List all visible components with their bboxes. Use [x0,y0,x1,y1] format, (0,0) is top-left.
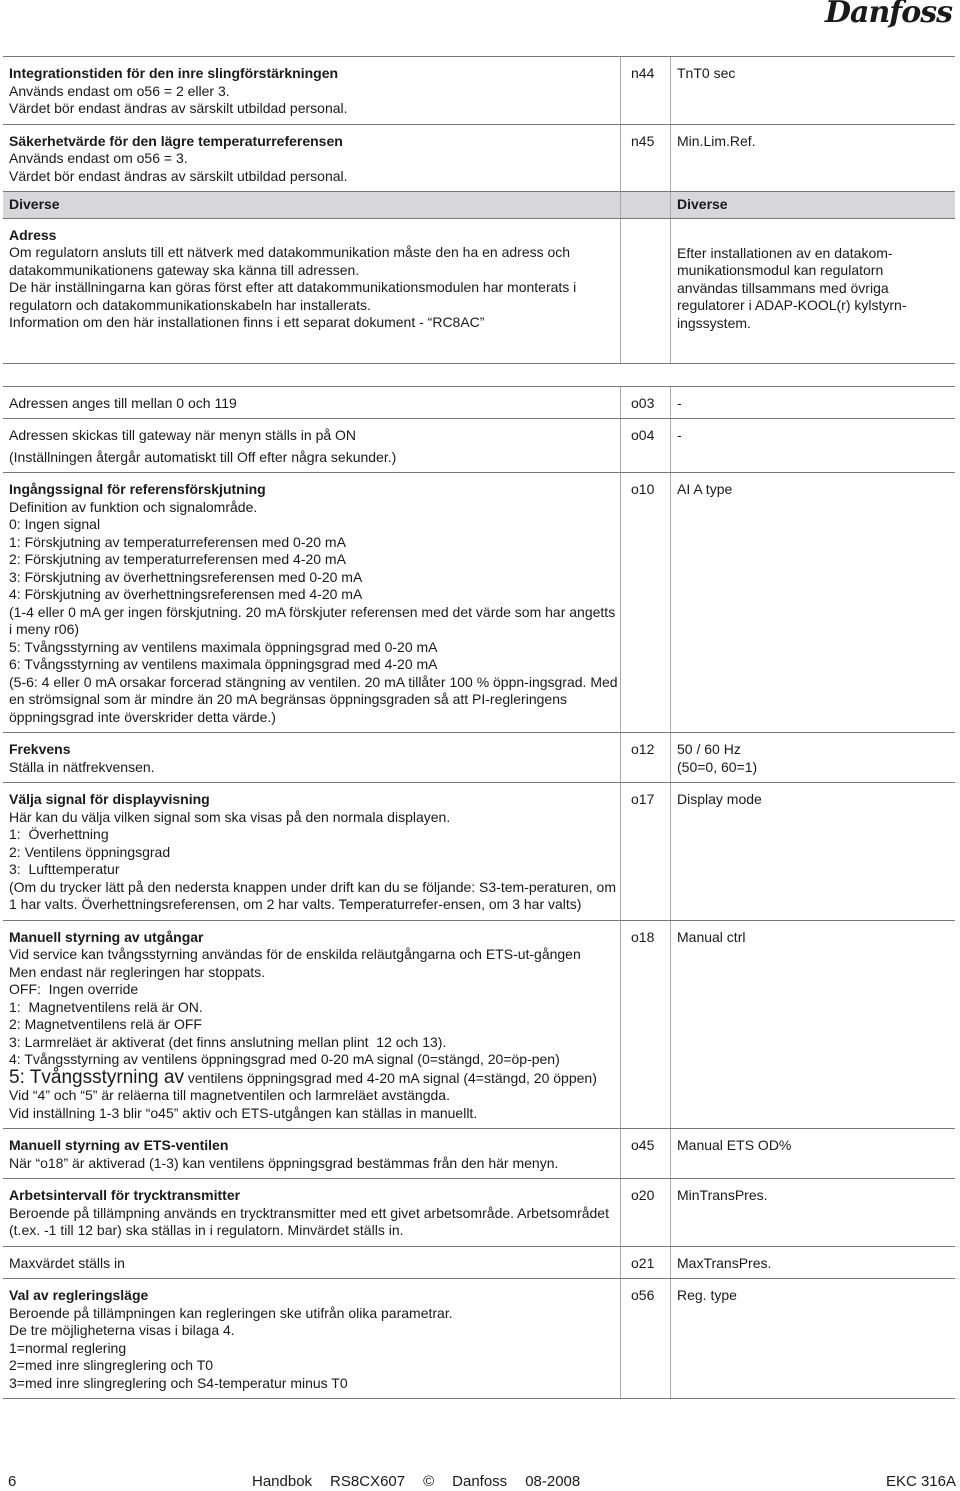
param-value: Min.Lim.Ref. [670,125,955,192]
param-code: o04 [620,419,670,472]
param-description: Beroende på tillämpningen kan regleringen ske utifrån olika parametrar. De tre möjligheterna visas i bilaga 4. 1=normal reglering 2=med inre slingreglering och T0 3=med inre slingreglering och S4-temperatur minus T0 [9,1304,453,1391]
copyright-symbol: © [423,1473,435,1490]
param-value: Manual ETS OD% [670,1129,955,1178]
param-title: Val av regleringsläge [9,1287,149,1303]
param-row-o12 [3,733,955,783]
param-row-n45 [3,125,955,193]
param-row-o21 [3,1247,955,1280]
param-description-cont: ventilens öppningsgrad med 4-20 mA signal (4=stängd, 20 öppen) Vid “4” och “5” är reläerna till magnetventilen och larmreläet avstängda. Vid inställning 1-3 blir “o45” aktiv och ETS-utgången kan ställas in manuellt. [9,1069,597,1121]
footer-info [252,1473,580,1491]
param-code: o17 [620,783,670,920]
param-value: MaxTransPres. [670,1247,955,1279]
param-description: Adressen anges till mellan 0 och 119 [9,394,237,411]
param-title: Säkerhetvärde för den lägre temperaturreferensen [9,132,343,149]
param-code: n44 [620,57,670,124]
param-title: Integrationstiden för den inre slingförstärkningen [9,65,339,81]
param-value: Manual ctrl [670,921,955,1129]
section-title-left: Diverse [9,196,60,212]
spacer [3,364,955,386]
param-title: Frekvens [9,741,71,757]
footer-product: EKC 316A [885,1473,956,1490]
param-code: o12 [620,733,670,782]
param-code: o56 [620,1279,670,1398]
section-header-diverse [3,192,955,219]
footer-date: 08-2008 [525,1473,581,1490]
param-emphasis: 5: Tvångsstyrning av [9,1066,184,1088]
param-title: Manuell styrning av ETS-ventilen [9,1137,229,1153]
param-note: (Inställningen återgår automatiskt till Off efter några sekunder.) [9,448,397,465]
param-value: Reg. type [670,1279,955,1398]
page-number: 6 [8,1473,17,1490]
param-code: o21 [620,1247,670,1279]
param-title: Arbetsintervall för trycktransmitter [9,1187,241,1203]
param-description: Här kan du välja vilken signal som ska visas på den normala displayen. 1: Överhettning 2: Ventilens öppningsgrad 3: Lufttemperatur (Om du trycker lätt på den nedersta knappen under drift kan du se följande: S3-tem-peraturen, om 1 har valts. Överhettningsreferensen, om 2 har valts. Temperaturrefer-ensen, om 3 har valts) [9,808,616,912]
param-title: Välja signal för displayvisning [9,791,210,807]
param-title: Ingångssignal för referensförskjutning [9,481,266,497]
address-title: Adress [9,226,57,243]
parameter-table [3,56,955,1399]
param-row-o04 [3,419,955,473]
param-description: Definition av funktion och signalområde. 0: Ingen signal 1: Förskjutning av temperaturreferensen med 0-20 mA 2: Förskjutning av temperaturreferensen med 4-20 mA 3: Förskjutning av överhettningsreferensen med 0-20 mA 4: Förskjutning av överhettningsreferensen med 4-20 mA (1-4 eller 0 mA ger ingen förskjutning. 20 mA förskjuter referensen med det värde som har angetts i meny r06) 5: Tvångsstyrning av ventilens maximala öppningsgrad med 0-20 mA 6: Tvångsstyrning av ventilens maximala öppningsgrad med 4-20 mA (5-6: 4 eller 0 mA orsakar forcerad stängning av ventilen. 20 mA tillåter 100 % öppn-ingsgrad. Med en strömsignal som är mindre än 20 mA begränsas öppningsgraden så att PI-regleringens öppningsgrad inte överskrider detta värde.) [9,498,618,725]
param-row-o18 [3,921,955,1130]
param-row-o20 [3,1179,955,1247]
param-description: Används endast om o56 = 2 eller 3. Värdet bör endast ändras av särskilt utbildad personal. [9,82,348,116]
param-value: AI A type [670,473,955,732]
param-description: Adressen skickas till gateway när menyn ställs in på ON [9,427,357,443]
param-row-n44 [3,56,955,125]
param-row-o45 [3,1129,955,1179]
page-footer [8,1473,956,1491]
param-value: - [670,419,955,472]
param-row-o03 [3,386,955,420]
address-row [3,219,955,364]
param-description: Vid service kan tvångsstyrning användas för de enskilda reläutgångarna och ETS-ut-gången Men endast när regleringen har stoppats. OFF: Ingen override 1: Magnetventilens relä är ON. 2: Magnetventilens relä är OFF 3: Larmreläet är aktiverat (det finns anslutning mellan plint 12 och 13). 4: Tvångsstyrning av ventilens öppningsgrad med 0-20 mA signal (0=stängd, 20=öp-pen) [9,946,581,1067]
param-row-o10 [3,473,955,733]
param-description: När “o18” är aktiverad (1-3) kan ventilens öppningsgrad bestämmas från den här menyn. [9,1154,559,1171]
param-code: o18 [620,921,670,1129]
param-description: Ställa in nätfrekvensen. [9,758,155,775]
footer-handbook: Handbok [252,1473,313,1490]
param-code: o10 [620,473,670,732]
param-code: o03 [620,387,670,419]
param-value: 50 / 60 Hz (50=0, 60=1) [670,733,955,782]
footer-doc-number: RS8CX607 [330,1473,406,1490]
section-title-right: Diverse [670,192,955,218]
param-row-o56 [3,1279,955,1399]
param-description: Maxvärdet ställs in [9,1254,125,1271]
param-title: Manuell styrning av utgångar [9,928,204,945]
param-code: n45 [620,125,670,192]
param-value: - [670,387,955,419]
param-value: Display mode [670,783,955,920]
param-code: o20 [620,1179,670,1246]
danfoss-logo: Danfoss [825,0,952,30]
footer-company: Danfoss [452,1473,508,1490]
param-value: TnT0 sec [670,57,955,124]
param-description: Används endast om o56 = 3. Värdet bör endast ändras av särskilt utbildad personal. [9,150,348,184]
param-value: MinTransPres. [670,1179,955,1246]
address-description: Om regulatorn ansluts till ett nätverk med datakommunikation måste den ha en adress och datakommunikationens gateway ska känna till adressen. De här inställningarna kan göras först efter att datakommunikationsmodulen har monterats i regulatorn och datakommunikationskabeln har installerats. Information om den här installationen finns i ett separat dokument - “RC8AC” [9,244,577,330]
param-code: o45 [620,1129,670,1178]
address-note: Efter installationen av en datakom-munikationsmodul kan regulatorn användas tillsammans med övriga regulatorer i ADAP-KOOL(r) kylstyrn-ingssystem. [670,219,955,363]
param-row-o17 [3,783,955,921]
param-description: Beroende på tillämpning används en trycktransmitter med ett givet arbetsområde. Arbetsområdet (t.ex. -1 till 12 bar) ska ställas in i regulatorn. Minvärdet ställs in. [9,1204,613,1238]
